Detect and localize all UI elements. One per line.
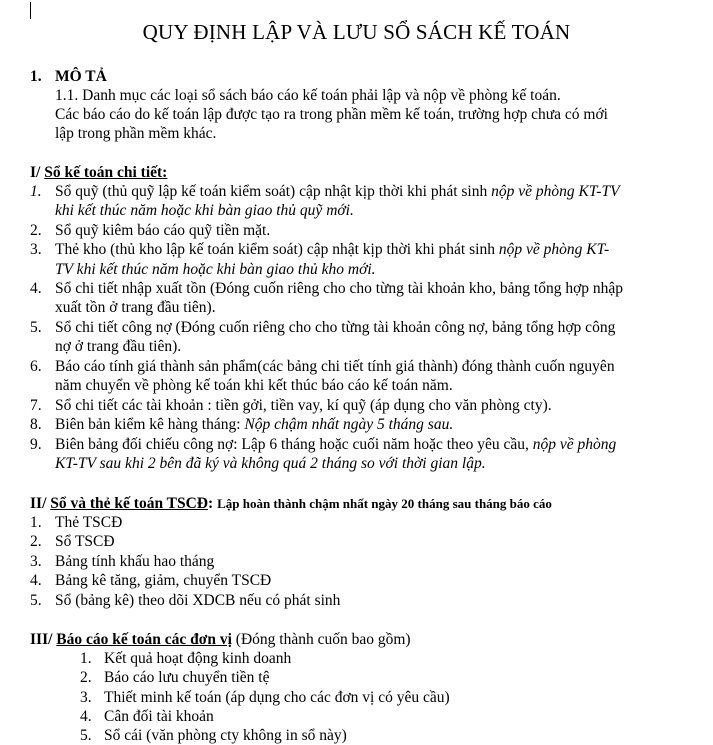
- item-i-8-number: 8.: [30, 416, 42, 433]
- item-i-7-text: Sổ chi tiết các tài khoản : tiền gởi, tiền vay, kí quỹ (áp dụng cho văn phòng cty).: [55, 397, 552, 414]
- item-i-5-line-2: nợ ở trang đầu tiên).: [55, 338, 182, 355]
- item-i-8-line-1: [55, 415, 453, 434]
- item-i-6-line-2: năm chuyển về phòng kế toán khi kết thúc báo cáo kế toán năm.: [55, 377, 453, 394]
- item-iii-3-number: 3.: [80, 689, 92, 706]
- item-iii-5-text: Sổ cái (văn phòng cty không in sổ này): [104, 727, 347, 744]
- section-1-number: 1.: [30, 68, 42, 85]
- item-ii-1-text: Thẻ TSCĐ: [55, 514, 123, 531]
- item-i-9-italic: nộp về phòng: [532, 436, 617, 453]
- item-i-6-line-1: Báo cáo tính giá thành sản phẩm(các bảng chi tiết tính giá thành) đóng thành cuốn nguyên: [55, 358, 615, 375]
- item-i-3-line-2: TV khi kết thúc năm hoặc khi bàn giao thủ kho mới.: [55, 261, 376, 278]
- section-1-line-2: Các báo cáo do kế toán lập được tạo ra trong phần mềm kế toán, trường hợp chưa có mới: [55, 106, 608, 123]
- item-i-4-line-2: xuất tồn ở trang đầu tiên).: [55, 299, 216, 316]
- section-i-heading: Sổ kế toán chi tiết:: [44, 164, 168, 181]
- item-i-3-line-1: [55, 240, 609, 259]
- item-i-9-line-1: [55, 435, 616, 454]
- item-i-3-italic: nộp về phòng KT-: [498, 241, 610, 258]
- item-iii-1-number: 1.: [80, 650, 92, 667]
- item-ii-1-number: 1.: [30, 514, 42, 531]
- section-i-prefix: I/: [30, 164, 41, 181]
- item-i-6-number: 6.: [30, 358, 42, 375]
- section-ii-prefix: II/: [30, 495, 47, 512]
- item-ii-3-number: 3.: [30, 553, 42, 570]
- item-ii-4-text: Bảng kê tăng, giảm, chuyển TSCĐ: [55, 572, 272, 589]
- item-ii-5-number: 5.: [30, 592, 42, 609]
- item-iii-4-number: 4.: [80, 708, 92, 725]
- item-i-4-number: 4.: [30, 280, 42, 297]
- item-i-2-number: 2.: [30, 222, 42, 239]
- section-i-heading-line: [30, 163, 167, 182]
- item-i-9-number: 9.: [30, 436, 42, 453]
- section-iii-prefix: III/: [30, 631, 53, 648]
- section-ii-heading-line: [30, 494, 552, 513]
- item-i-7-number: 7.: [30, 397, 42, 414]
- item-i-9-text: Biên bảng đối chiếu công nợ: Lập 6 tháng hoặc cuối năm hoặc theo yêu cầu,: [55, 436, 533, 453]
- item-ii-2-number: 2.: [30, 533, 42, 550]
- item-i-5-line-1: Sổ chi tiết công nợ (Đóng cuốn riêng cho cho từng tài khoản công nợ, bảng tổng hợp công: [55, 319, 616, 336]
- section-1-heading: MÔ TẢ: [55, 68, 107, 85]
- item-i-4-line-1: Sổ chi tiết nhập xuất tồn (Đóng cuốn riêng cho cho từng tài khoản kho, bảng tổng hợp nhập: [55, 280, 624, 297]
- item-i-1-line-1: [55, 182, 620, 201]
- item-i-3-number: 3.: [30, 241, 42, 258]
- item-i-9-line-2: KT-TV sau khi 2 bên đã ký và không quá 2 tháng so với thời gian lập.: [55, 455, 486, 472]
- item-i-8-text: Biên bản kiểm kê hàng tháng:: [55, 416, 245, 433]
- section-ii-heading: Sổ và thẻ kế toán TSCĐ: [50, 495, 209, 512]
- section-iii-heading: Báo cáo kế toán các đơn vị: [56, 631, 232, 648]
- section-ii-note: Lập hoàn thành chậm nhất ngày 20 tháng sau tháng báo cáo: [217, 496, 552, 511]
- document-title: QUY ĐỊNH LẬP VÀ LƯU SỔ SÁCH KẾ TOÁN: [142, 20, 571, 44]
- item-iii-5-number: 5.: [80, 727, 92, 744]
- item-iii-3-text: Thiết minh kế toán (áp dụng cho các đơn vị có yêu cầu): [104, 689, 450, 706]
- item-i-2-text: Sổ quỹ kiêm báo cáo quỹ tiền mặt.: [55, 222, 271, 239]
- item-ii-3-text: Bảng tính khấu hao tháng: [55, 553, 215, 570]
- item-i-5-number: 5.: [30, 319, 42, 336]
- item-iii-2-number: 2.: [80, 669, 92, 686]
- item-i-1-italic: nộp về phòng KT-TV: [491, 183, 620, 200]
- item-ii-4-number: 4.: [30, 572, 42, 589]
- item-i-1-text: Sổ quỹ (thủ quỹ lập kế toán kiểm soát) cập nhật kịp thời khi phát sinh: [55, 183, 492, 200]
- text-cursor: [30, 2, 31, 19]
- item-ii-2-text: Sổ TSCĐ: [55, 533, 115, 550]
- item-i-3-text: Thẻ kho (thủ kho lập kế toán kiểm soát) cập nhật kịp thời khi phát sinh: [55, 241, 499, 258]
- section-iii-heading-line: [30, 630, 411, 649]
- item-i-1-number: 1.: [30, 183, 42, 200]
- item-iii-2-text: Báo cáo lưu chuyển tiền tệ: [104, 669, 270, 686]
- item-iii-4-text: Cân đối tài khoản: [104, 708, 214, 725]
- item-iii-1-text: Kết quả hoạt động kinh doanh: [104, 650, 292, 667]
- section-1-line-1: 1.1. Danh mục các loại sổ sách báo cáo kế toán phải lập và nộp về phòng kế toán.: [55, 87, 561, 104]
- section-ii-colon: :: [208, 495, 214, 512]
- item-i-1-line-2: khi kết thúc năm hoặc khi bàn giao thủ quỹ mới.: [55, 202, 354, 219]
- section-1-line-3: lập trong phần mềm khác.: [55, 125, 217, 142]
- section-iii-suffix: (Đóng thành cuốn bao gồm): [231, 631, 411, 648]
- item-ii-5-text: Sổ (bảng kê) theo dõi XDCB nếu có phát sinh: [55, 592, 341, 609]
- item-i-8-italic: Nộp chậm nhất ngày 5 tháng sau.: [244, 416, 454, 433]
